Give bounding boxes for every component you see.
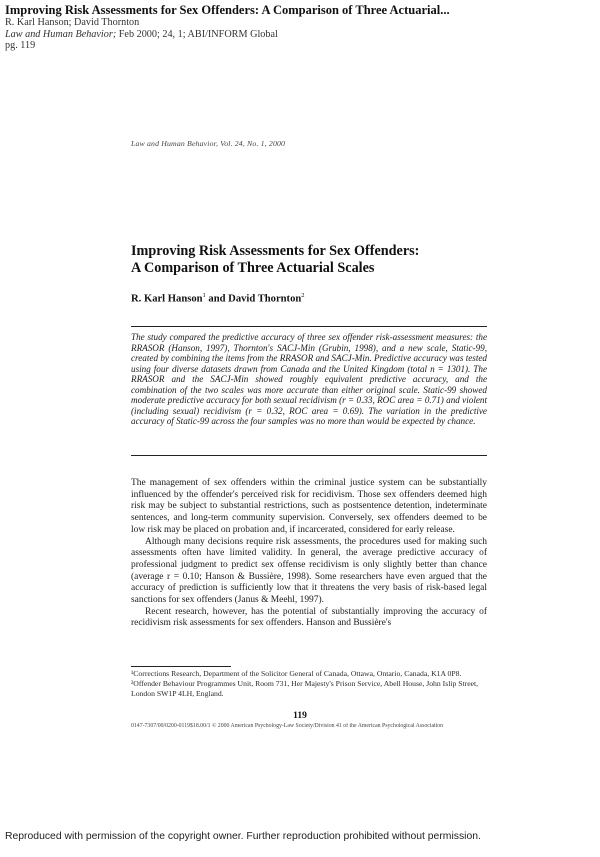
body-paragraph: Although many decisions require risk assessments, the procedures used for making such assessments often have limited validity. In general, the average predictive accuracy of professional judgment to predict sex offense recidivism is only slightly better than chance (average r = 0.10; Hanson & Bussière, 1998). Some researchers have even argued that the accuracy of prediction is sufficiently low that it threatens the very basis of risk-based legal sanctions for sex offenders (Janus & Meehl, 1997).	[131, 536, 487, 606]
author-1: R. Karl Hanson	[131, 293, 203, 305]
footnote-rule	[131, 666, 231, 667]
article-title	[131, 243, 511, 277]
author-join: and	[205, 293, 229, 305]
document-title: Improving Risk Assessments for Sex Offenders: A Comparison of Three Actuarial...	[5, 3, 450, 17]
document-citation	[5, 29, 595, 41]
document-authors: R. Karl Hanson; David Thornton	[5, 17, 140, 28]
document-header	[5, 3, 595, 52]
reproduction-notice: Reproduced with permission of the copyright owner. Further reproduction prohibited without permission.	[5, 831, 481, 842]
abstract-top-rule	[131, 326, 487, 327]
article-title-line-1: Improving Risk Assessments for Sex Offenders:	[131, 243, 420, 259]
abstract: The study compared the predictive accuracy of three sex offender risk-assessment measures: the RRASOR (Hanson, 1997), Thornton's SACJ-Min (Grubin, 1998), and a new scale, Static-99, created by combining the items from the RRASOR and SACJ-Min. Predictive accuracy was tested using four diverse datasets drawn from Canada and the United Kingdom (total n = 1301). The RRASOR and the SACJ-Min showed roughly equivalent predictive accuracy, and the combination of the two scales was more accurate than either original scale. Static-99 showed moderate predictive accuracy for both sexual recidivism (r = 0.33, ROC area = 0.71) and violent (including sexual) recidivism (r = 0.32, ROC area = 0.69). The variation in the predictive accuracy of Static-99 across the four samples was no more than would be expected by chance.	[131, 332, 487, 427]
author-2-footnote-mark: 2	[301, 292, 305, 299]
author-2: David Thornton	[228, 293, 302, 305]
article-title-line-2: A Comparison of Three Actuarial Scales	[131, 260, 375, 276]
footnote-2: ²Offender Behaviour Programmes Unit, Room 731, Her Majesty's Prison Service, Abell House, John Islip Street, London SW1P 4LH, England.	[131, 679, 479, 698]
body-paragraph: The management of sex offenders within the criminal justice system can be substantially influenced by the offender's perceived risk for recidivism. Those sex offenders deemed high risk may be subject to substantial restrictions, such as postsentence detention, indeterminate sentences, and long-term community supervision. Conversely, sex offenders deemed to be low risk may be placed on probation and, if incarcerated, considered for early release.	[131, 478, 487, 535]
abstract-bottom-rule	[131, 455, 487, 456]
footnotes	[131, 669, 487, 699]
journal-running-head: Law and Human Behavior, Vol. 24, No. 1, 2000	[131, 139, 286, 148]
document-page: pg. 119	[5, 40, 36, 51]
citation-rest: Feb 2000; 24, 1; ABI/INFORM Global	[116, 28, 278, 40]
copyright-line: 0147-7307/00/0200-0119$18.00/1 © 2000 American Psychology-Law Society/Division 41 of the American Psychological Association	[131, 723, 444, 729]
body-text	[131, 478, 487, 630]
article-authors	[131, 292, 305, 305]
page-number: 119	[293, 711, 307, 721]
footnote-1: ¹Corrections Research, Department of the Solicitor General of Canada, Ottawa, Ontario, Canada, K1A 0P8.	[131, 669, 462, 678]
body-paragraph: Recent research, however, has the potential of substantially improving the accuracy of recidivism risk assessments for sex offenders. Hanson and Bussière's	[131, 606, 487, 629]
citation-journal: Law and Human Behavior;	[5, 28, 117, 40]
author-1-footnote-mark: 1	[202, 292, 206, 299]
